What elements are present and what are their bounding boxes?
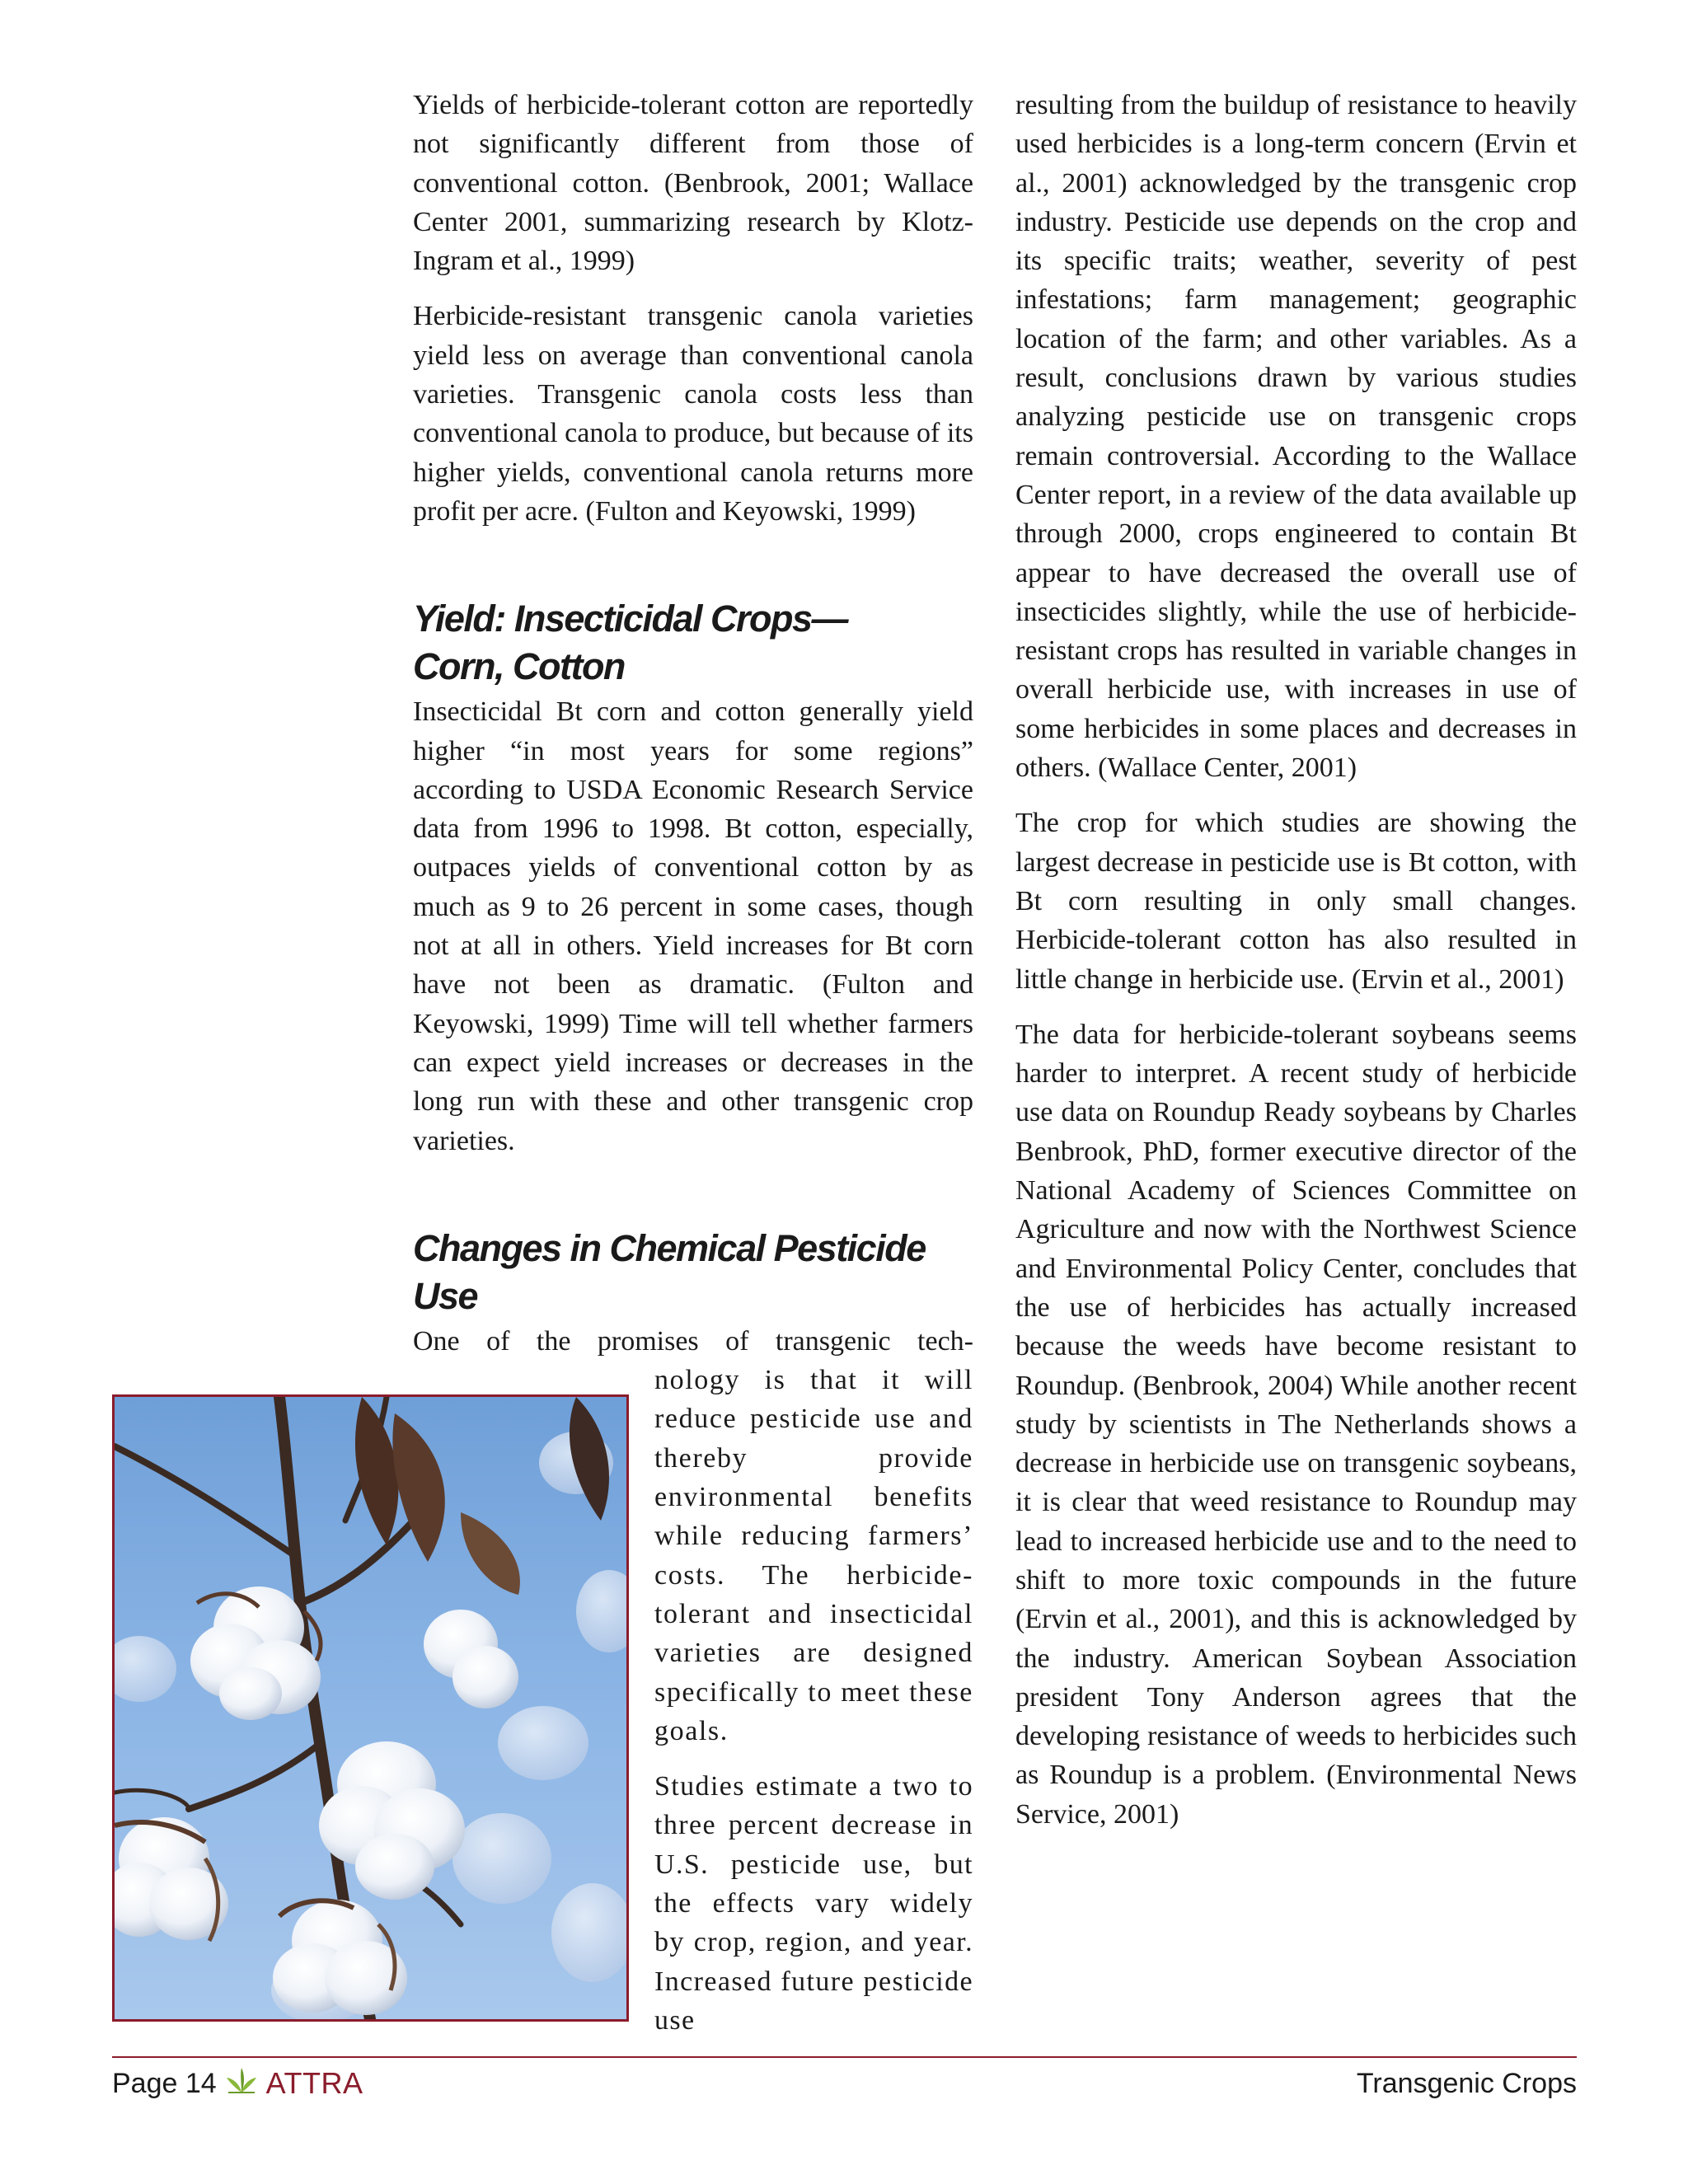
footer-divider: [112, 2056, 1577, 2058]
paragraph-promises-first-line: One of the promises of transgenic tech-: [413, 1325, 973, 1357]
paragraph-studies-estimate: Studies estimate a two to three percent decrease in U.S. pesticide use, but the effects vary widely by crop, region, and year. Increased future pesticide use: [654, 1771, 973, 2036]
cotton-boll-photo: [112, 1394, 629, 2022]
paragraph-canola-yields: Herbicide-resistant transgenic canola varieties yield less on average than conventional canola varieties. Transgenic canola costs less than conventional canola to produce, but because of its higher yields, conventional canola returns more profit per acre. (Fulton and Keyowski, 1999): [413, 301, 973, 527]
publication-title: Transgenic Crops: [1356, 2067, 1577, 2099]
cotton-plant-illustration: [115, 1397, 626, 2019]
right-column: [1015, 86, 1577, 1834]
heading-changes-chemical-pesticide-use: Changes in Chemical Pesticide Use: [413, 1226, 926, 1317]
paragraph-promises-rest: nology is that it will reduce pesticide use and thereby provide environmental benefits while reducing farmers’ costs. The herbicide-tolerant and insecticidal varieties are designed specifically to meet these goals.: [654, 1365, 973, 1746]
heading-line-1: Yield: Insecticidal Crops—: [413, 598, 847, 640]
brand-name: ATTRA: [265, 2066, 363, 2100]
paragraph-bt-cotton-decrease: The crop for which studies are showing the largest decrease in pesticide use is Bt cotton, with Bt corn resulting in only small changes. Herbicide-tolerant cotton has also resulted in little change in herbicide use. (Ervin et al., 2001): [1015, 808, 1577, 995]
paragraph-resistance-buildup: resulting from the buildup of resistance to heavily used herbicides is a long-term concern (Ervin et al., 2001) acknowledged by the transgenic crop industry. Pesticide use depends on the crop and its specific traits; weather, severity of pest infestations; farm management; geographic location of the farm; and other variables. As a result, conclusions drawn by various studies analyzing pesticide use on transgenic crops remain controversial. According to the Wallace Center report, in a review of the data available up through 2000, crops engineered to contain Bt appear to have decreased the overall use of insecticides slightly, while the use of herbicide-resistant crops has resulted in variable changes in overall herbicide use, with increases in use of some herbicides in some places and decreases in others. (Wallace Center, 2001): [1015, 90, 1577, 784]
footer-right: [1357, 2063, 1577, 2104]
footer-left: [112, 2063, 363, 2104]
heading-yield-insecticidal-crops: [413, 595, 973, 691]
page-number: Page 14: [112, 2067, 217, 2099]
paragraph-bt-corn-cotton: Insecticidal Bt corn and cotton generally yield higher “in most years for some regions” according to USDA Economic Research Service data from 1996 to 1998. Bt cotton, especially, outpaces yields of conventional cotton by as much as 9 to 26 percent in some cases, though not at all in others. Yield increases for Bt corn have not been as dramatic. (Fulton and Keyowski, 1999) Time will tell whether farmers can expect yield increases or decreases in the long run with these and other transgenic crop varieties.: [413, 696, 973, 1156]
leaf-icon: [225, 2066, 258, 2102]
wrapped-text-block: [654, 1361, 973, 2040]
heading-line-2: Corn, Cotton: [413, 645, 625, 688]
paragraph-herbicide-cotton-yields: Yields of herbicide-tolerant cotton are reportedly not significantly different from those of conventional cotton. (Benbrook, 2001; Wallace Center 2001, summarizing research by Klotz-Ingram et al., 1999): [413, 90, 973, 277]
paragraph-soybeans-data: The data for herbicide-tolerant soybeans seems harder to interpret. A recent study of herbicide use data on Roundup Ready soybeans by Charles Benbrook, PhD, former executive director of the National Academy of Sciences Committee on Agriculture and now with the Northwest Science and Environmental Policy Center, concludes that the use of herbicides has actually increased because the weeds have become resistant to Roundup. (Benbrook, 2004) While another recent study by scientists in The Netherlands shows a decrease in herbicide use on transgenic soybeans, it is clear that weed resistance to Roundup may lead to increased herbicide use and to the need to shift to more toxic compounds in the future (Ervin et al., 2001), and this is acknowledged by the industry. American Soybean Association president Tony Anderson agrees that the developing resistance of weeds to herbicides such as Roundup is a problem. (Environmental News Service, 2001): [1015, 1019, 1577, 1830]
